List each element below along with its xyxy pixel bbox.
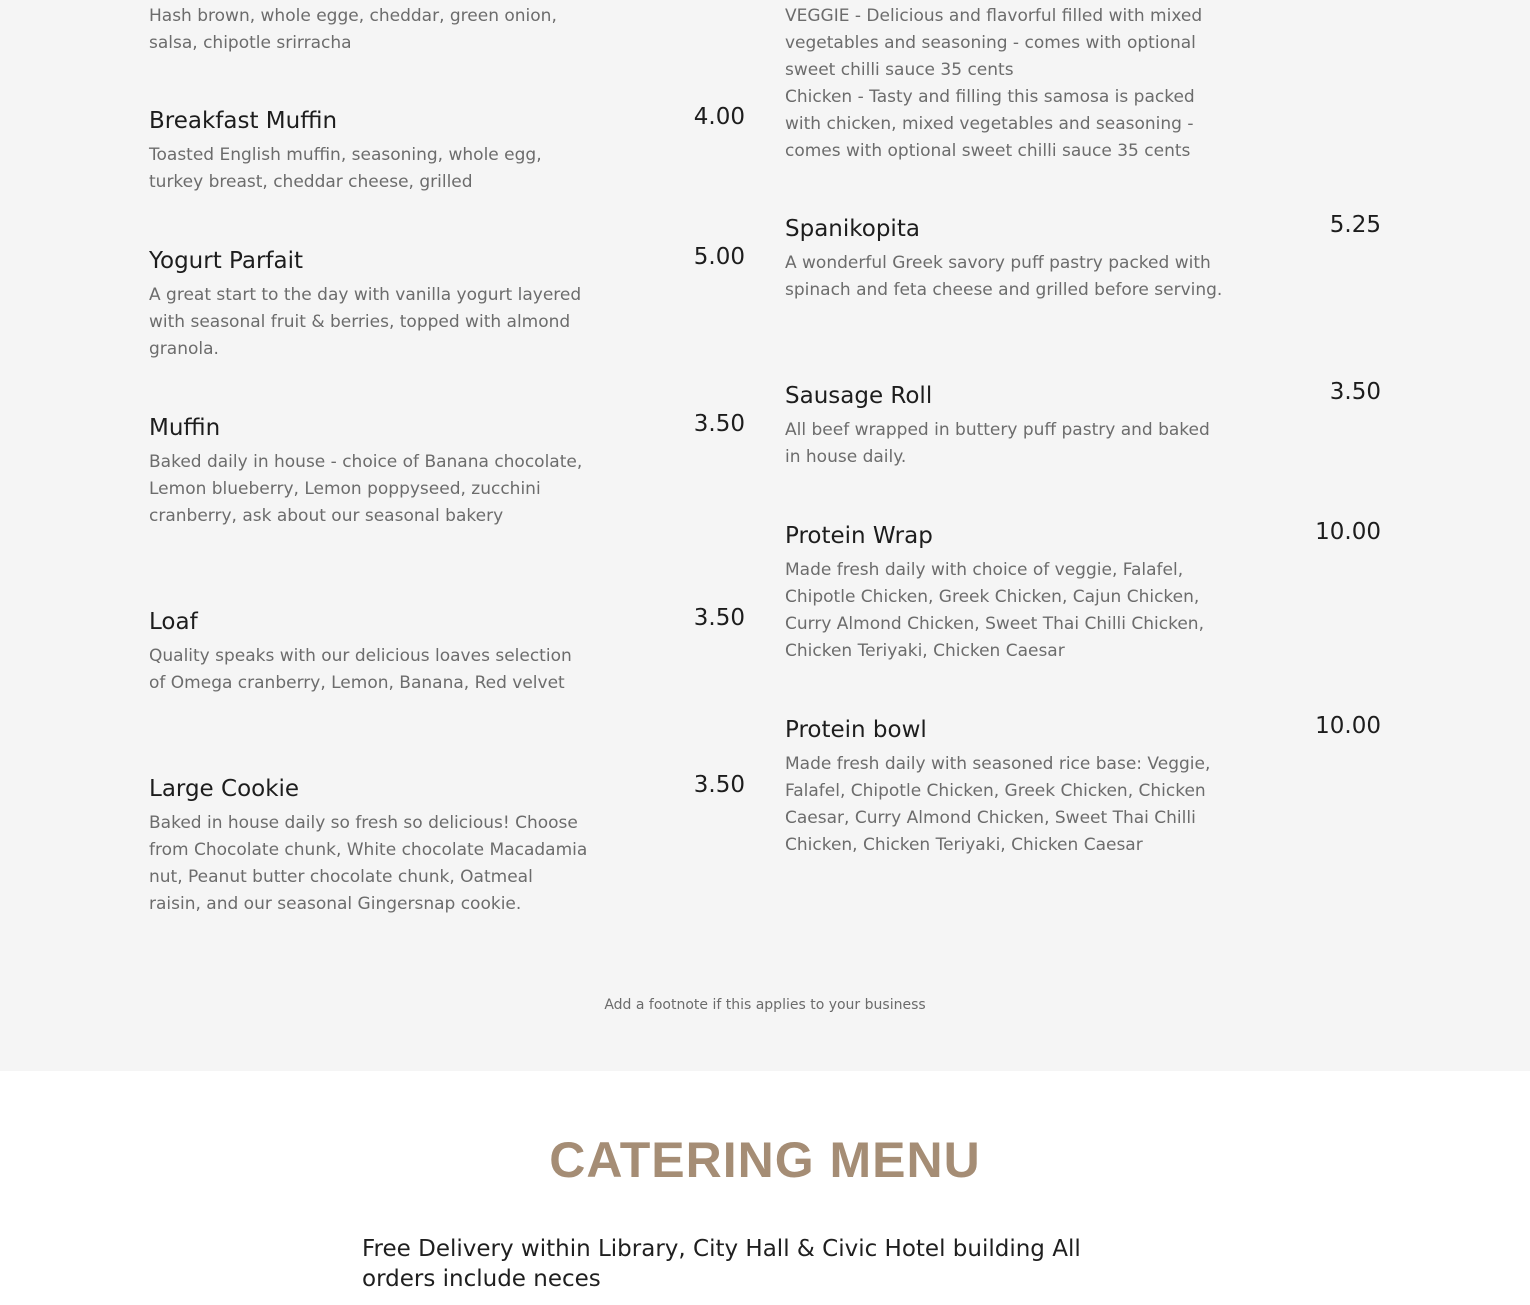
item-name: Yogurt Parfait [149, 248, 304, 274]
item-price: 5.00 [693, 244, 745, 270]
item-description: Baked in house daily so fresh so delicious! Choose from Chocolate chunk, White chocolate Macadamia nut, Peanut butter chocolate chunk, Oatmeal raisin, and our seasonal Gingersnap cookie. [149, 813, 588, 914]
catering-menu-heading: CATERING MENU [549, 1132, 981, 1188]
menu-item-yogurt-parfait [149, 246, 745, 363]
item-description: Baked daily in house - choice of Banana chocolate, Lemon blueberry, Lemon poppyseed, zucchini cranberry, ask about our seasonal bakery [149, 452, 583, 526]
item-price: 5.25 [1329, 212, 1381, 238]
item-name: Sausage Roll [785, 383, 933, 409]
item-description: A great start to the day with vanilla yogurt layered with seasonal fruit & berries, topped with almond granola. [149, 285, 582, 359]
item-price: 4.00 [693, 104, 745, 130]
item-name: Protein Wrap [785, 523, 933, 549]
menu-item-loaf [149, 607, 745, 697]
menu-item-muffin [149, 413, 745, 530]
menu-item-breakfast-muffin [149, 106, 745, 196]
item-description: All beef wrapped in buttery puff pastry and baked in house daily. [785, 420, 1210, 467]
footnote: Add a footnote if this applies to your business [604, 997, 926, 1013]
item-description: Made fresh daily with seasoned rice base: Veggie, Falafel, Chipotle Chicken, Greek Chicken, Chicken Caesar, Curry Almond Chicken, Sweet Thai Chilli Chicken, Chicken Teriyaki, Chicken Caesar [785, 754, 1211, 855]
catering-delivery-note: Free Delivery within Library, City Hall & Civic Hotel building All orders include neces [362, 1236, 1081, 1292]
item-name: Large Cookie [149, 776, 300, 802]
menu-item-spanikopita [785, 214, 1381, 304]
item-name: Breakfast Muffin [149, 108, 338, 134]
item-price: 3.50 [693, 605, 745, 631]
item-name: Loaf [149, 609, 198, 635]
item-price: 3.50 [693, 772, 745, 798]
item-price: 3.50 [1329, 379, 1381, 405]
item-description: A wonderful Greek savory puff pastry packed with spinach and feta cheese and grilled before serving. [785, 253, 1223, 300]
item-description: Hash brown, whole egge, cheddar, green onion, salsa, chipotle srirracha [149, 6, 557, 53]
menu-item-large-cookie [149, 774, 745, 918]
item-description: Toasted English muffin, seasoning, whole egg, turkey breast, cheddar cheese, grilled [149, 145, 542, 192]
item-description: VEGGIE - Delicious and flavorful filled with mixed vegetables and seasoning - comes with optional sweet chilli sauce 35 cents Chicken - Tasty and filling this samosa is packed with chicken, mixed vegetables and seasoning - comes with optional sweet chilli sauce 35 cents [785, 6, 1203, 161]
item-description: Quality speaks with our delicious loaves selection of Omega cranberry, Lemon, Banana, Red velvet [149, 646, 572, 693]
menu-item-protein-wrap [785, 521, 1381, 665]
menu-item-protein-bowl [785, 715, 1381, 859]
item-price: 10.00 [1315, 713, 1381, 739]
item-name: Muffin [149, 415, 221, 441]
item-name: Spanikopita [785, 216, 920, 242]
menu-item-sausage-roll [785, 381, 1381, 471]
item-price: 10.00 [1315, 519, 1381, 545]
item-name: Protein bowl [785, 717, 927, 743]
item-price: 3.50 [693, 411, 745, 437]
item-description: Made fresh daily with choice of veggie, Falafel, Chipotle Chicken, Greek Chicken, Cajun Chicken, Curry Almond Chicken, Sweet Thai Chilli Chicken, Chicken Teriyaki, Chicken Caesar [785, 560, 1204, 661]
